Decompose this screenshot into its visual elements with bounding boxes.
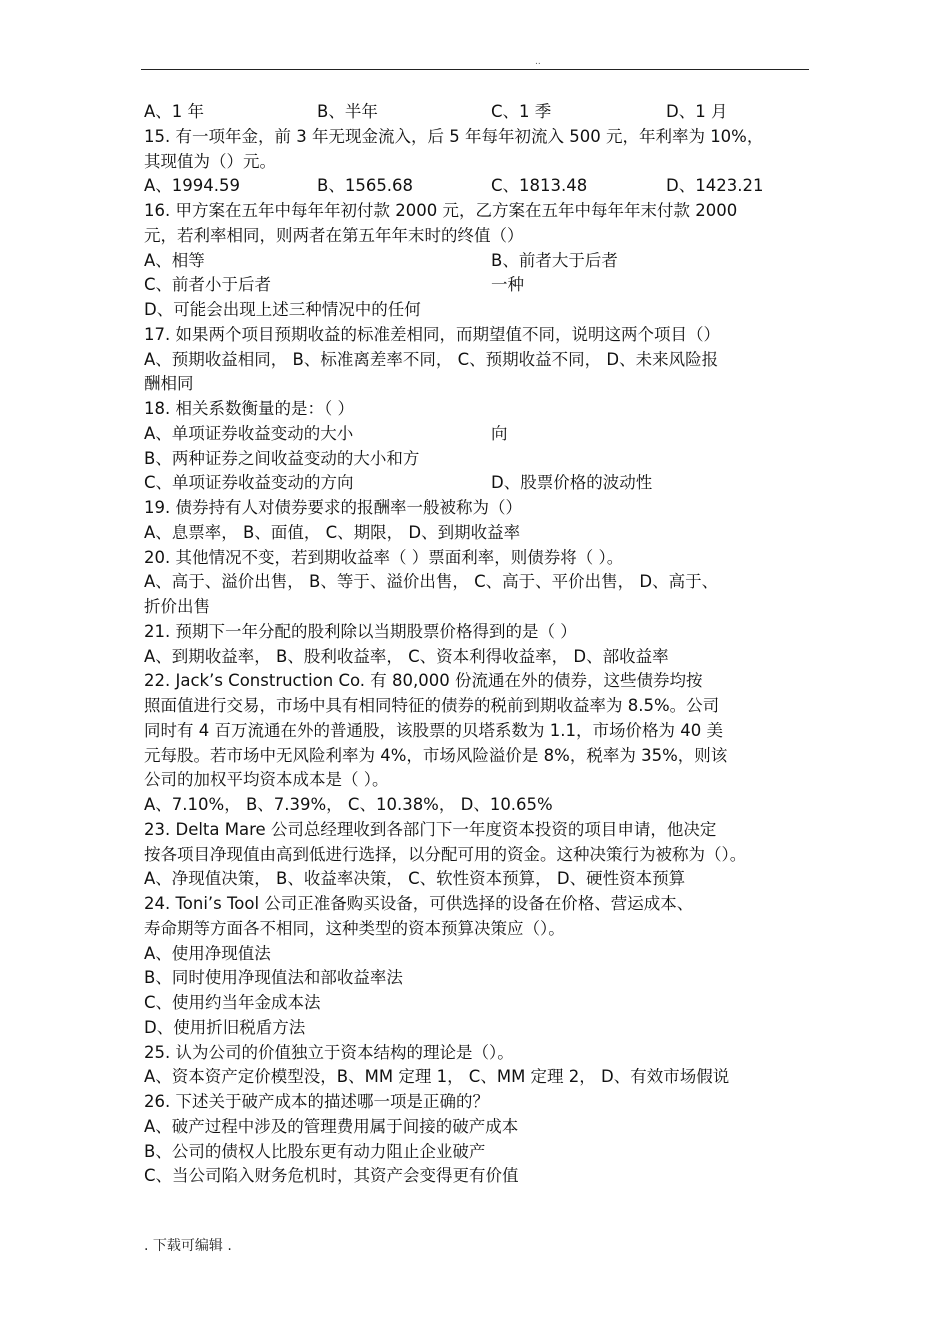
text-line [144, 447, 808, 472]
text-segment: B、前者大于后者 [491, 250, 618, 270]
text-line [144, 249, 808, 274]
text-segment: 20. 其他情况不变，若到期收益率（ ）票面利率，则债券将（ ）。 [144, 547, 624, 567]
text-line [144, 199, 808, 224]
text-segment: A、相等 [144, 250, 205, 270]
text-line [144, 768, 808, 793]
text-segment: C、当公司陷入财务危机时，其资产会变得更有价值 [144, 1166, 519, 1186]
text-line [144, 125, 808, 150]
text-line [144, 917, 808, 942]
text-line [144, 323, 808, 348]
text-line [144, 719, 808, 744]
text-segment: C、1 季 [491, 102, 552, 121]
text-line [144, 100, 808, 125]
text-segment: 21. 预期下一年分配的股利除以当期股票价格得到的是（ ） [144, 621, 577, 641]
text-segment: 按各项目净现值由高到低进行选择，以分配可用的资金。这种决策行为被称为（）。 [144, 844, 747, 864]
text-segment: A、单项证券收益变动的大小 [144, 423, 354, 443]
text-line [144, 1164, 808, 1189]
text-line [144, 1016, 808, 1041]
text-segment: 25. 认为公司的价值独立于资本结构的理论是（）。 [144, 1042, 514, 1062]
text-line [144, 867, 808, 892]
text-segment: 23. Delta Mare 公司总经理收到各部门下一年度资本投资的项目申请，他决定 [144, 819, 717, 839]
text-line [144, 1140, 808, 1165]
text-line [144, 966, 808, 991]
text-line [144, 273, 808, 298]
text-line [144, 422, 808, 447]
text-segment: C、单项证券收益变动的方向 [144, 473, 354, 493]
text-segment: B、1565.68 [317, 176, 414, 196]
text-segment: A、资本资产定价模型没，B、MM 定理 1， C、MM 定理 2， D、有效市场假说 [144, 1067, 730, 1087]
text-segment: D、可能会出现上述三种情况中的任何 [144, 300, 421, 319]
text-line [144, 991, 808, 1016]
text-line [144, 1041, 808, 1066]
text-segment: A、息票率， B、面值， C、期限， D、到期收益率 [144, 522, 521, 542]
text-segment: B、同时使用净现值法和部收益率法 [144, 968, 403, 988]
text-segment: 19. 债券持有人对债券要求的报酬率一般被称为（） [144, 498, 522, 517]
text-line [144, 744, 808, 769]
text-segment: D、使用折旧税盾方法 [144, 1017, 306, 1037]
text-segment: 15. 有一项年金，前 3 年无现金流入，后 5 年每年初流入 500 元，年利率为 10%， [144, 126, 764, 146]
text-segment: 折价出售 [144, 597, 210, 616]
text-segment: A、高于、溢价出售， B、等于、溢价出售， C、高于、平价出售， D、高于、 [144, 572, 719, 592]
document-body [144, 100, 808, 1189]
text-line [144, 298, 808, 323]
text-line [144, 793, 808, 818]
text-segment: B、两种证券之间收益变动的大小和方 [144, 448, 420, 468]
text-segment: A、预期收益相同， B、标准离差率不同， C、预期收益不同， D、未来风险报 [144, 349, 719, 369]
text-segment: 22. Jack’s Construction Co. 有 80,000 份流通在外的债券，这些债券均按 [144, 671, 703, 691]
text-segment: 同时有 4 百万流通在外的普通股，该股票的贝塔系数为 1.1，市场价格为 40 美 [144, 720, 723, 740]
text-line [144, 1115, 808, 1140]
text-segment: 26. 下述关于破产成本的描述哪一项是正确的？ [144, 1092, 489, 1111]
text-line [144, 174, 808, 199]
text-segment: A、使用净现值法 [144, 943, 271, 963]
text-segment: 16. 甲方案在五年中每年年初付款 2000 元，乙方案在五年中每年年末付款 2000 [144, 201, 738, 220]
text-segment: B、半年 [317, 102, 378, 121]
text-line [144, 521, 808, 546]
text-line [144, 942, 808, 967]
text-segment: C、前者小于后者 [144, 275, 272, 295]
text-line [144, 669, 808, 694]
text-line [144, 546, 808, 571]
text-segment: A、7.10%， B、7.39%， C、10.38%， D、10.65% [144, 795, 553, 814]
text-segment: 寿命期等方面各不相同，这种类型的资本预算决策应（）。 [144, 918, 565, 938]
text-segment: 17. 如果两个项目预期收益的标准差相同，而期望值不同，说明这两个项目（） [144, 324, 720, 344]
text-line [144, 1090, 808, 1115]
text-line [144, 818, 808, 843]
text-line [144, 397, 808, 422]
text-segment: A、破产过程中涉及的管理费用属于间接的破产成本 [144, 1116, 519, 1136]
text-segment: 元每股。若市场中无风险利率为 4%，市场风险溢价是 8%，税率为 35%，则该 [144, 745, 728, 765]
text-segment: 元，若利率相同，则两者在第五年年末时的终值（） [144, 225, 524, 245]
text-segment: 一种 [491, 275, 524, 295]
text-line [144, 1065, 808, 1090]
text-line [144, 570, 808, 595]
text-segment: B、公司的债权人比股东更有动力阻止企业破产 [144, 1141, 486, 1161]
text-line [144, 843, 808, 868]
text-segment: 24. Toni’s Tool 公司正准备购买设备，可供选择的设备在价格、营运成本、 [144, 894, 694, 913]
text-line [144, 694, 808, 719]
text-segment: 18. 相关系数衡量的是：（ ） [144, 399, 354, 418]
text-line [144, 892, 808, 917]
header-mark: .. [535, 57, 541, 67]
text-segment: 其现值为（）元。 [144, 151, 276, 171]
text-line [144, 645, 808, 670]
text-line [144, 348, 808, 373]
text-segment: D、1423.21 [666, 176, 764, 196]
text-segment: C、1813.48 [491, 176, 588, 196]
text-line [144, 372, 808, 397]
text-segment: D、1 月 [666, 102, 728, 121]
text-segment: A、1994.59 [144, 176, 241, 196]
text-segment: 向 [491, 423, 508, 443]
text-segment: 酬相同 [144, 374, 194, 394]
text-line [144, 471, 808, 496]
text-segment: 照面值进行交易，市场中具有相同特征的债券的税前到期收益率为 8.5%。公司 [144, 696, 720, 715]
page-footer: . 下载可编辑 . [144, 1238, 232, 1254]
text-segment: C、使用约当年金成本法 [144, 993, 321, 1012]
text-segment: 公司的加权平均资本成本是（ ）。 [144, 770, 389, 790]
text-line [144, 224, 808, 249]
text-line [144, 150, 808, 175]
text-segment: A、到期收益率， B、股利收益率， C、资本利得收益率， D、部收益率 [144, 646, 669, 666]
header-rule [141, 69, 809, 70]
text-line [144, 595, 808, 620]
text-segment: A、净现值决策， B、收益率决策， C、软性资本预算， D、硬性资本预算 [144, 869, 686, 889]
text-line [144, 620, 808, 645]
text-segment: D、股票价格的波动性 [491, 473, 653, 493]
text-segment: A、1 年 [144, 102, 205, 121]
text-line [144, 496, 808, 521]
